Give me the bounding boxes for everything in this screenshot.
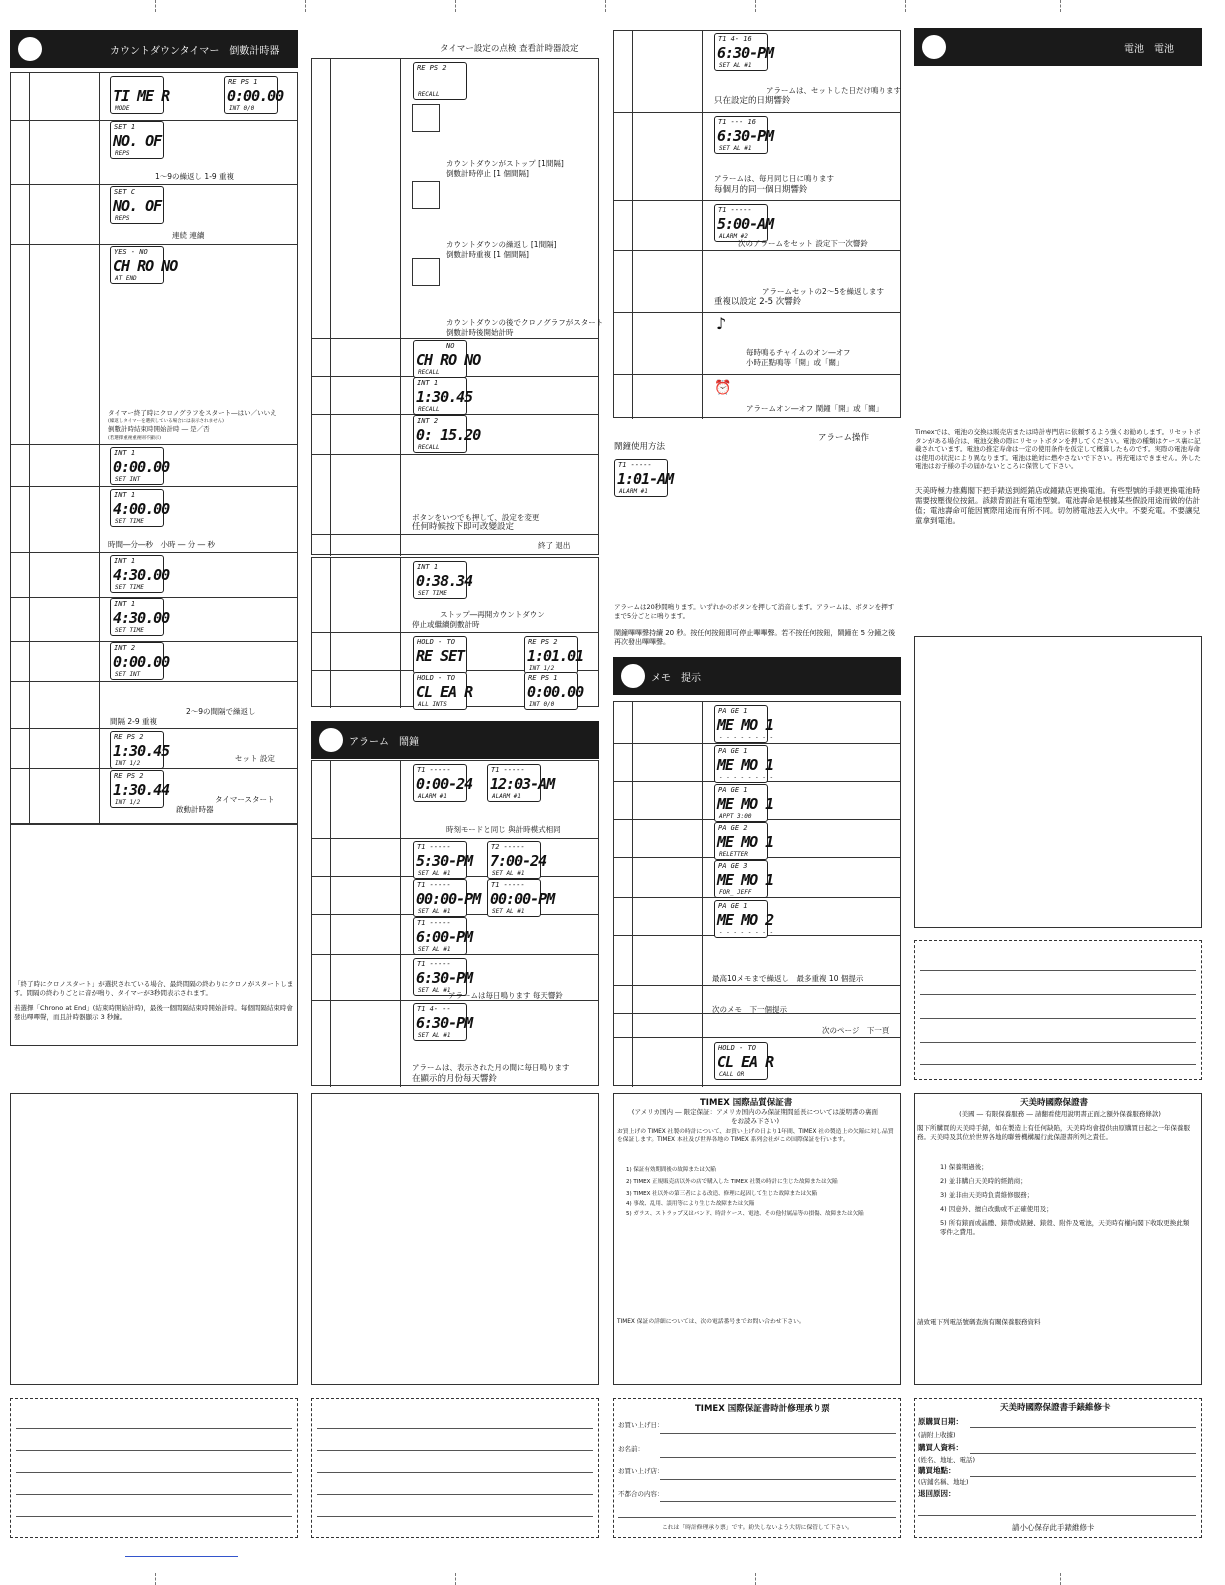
battery-header (914, 28, 1202, 66)
lcd-display: T1 ----- 1:01-AM ALARM #1 (614, 459, 668, 497)
divider (125, 1556, 238, 1557)
lcd-display: PA GE 1 ME MO 2 - - - - - - - - (714, 900, 768, 938)
memo-title: メモ 提示 (651, 673, 701, 684)
lcd-display: RE PS 1 0:00.00 INT 0/0 (524, 672, 578, 710)
countdown-title: カウントダウンタイマー 倒數計時器 (110, 46, 280, 57)
lcd-display: INT 1 4:30.00 SET TIME (110, 555, 164, 593)
lcd-display: PA GE 2 ME MO 1 RELETTER (714, 822, 768, 860)
alarm-ring-jp: アラームは20秒間鳴ります。いずれかのボタンを押して消音します。アラームは、ボタンを押すまで5分ごとに鳴ります。 (614, 603, 895, 620)
caption: アラームは、毎月同じ日に鳴ります (714, 174, 834, 183)
caption: 啟動計時器 (176, 805, 214, 814)
write-line (317, 1472, 593, 1473)
lcd-display: RE PS 2 1:30.44 INT 1/2 (110, 770, 164, 808)
warranty-cn-subtitle: (美國 ― 有限保養服務 ― 請翻看使用說明書正面之額外保養服務條款) (959, 1110, 1161, 1118)
fold-mark (455, 0, 457, 12)
warranty-cn-item: 4) 因意外、擅自改動或不正確使用及； (940, 1205, 1053, 1213)
battery-text-cn: 天美時極力推薦閣下把手錶送到經銷店或鐘錶店更換電池。有些型號的手錶更換電池時需要按壓復位按鈕。該錶背面註有電池型號。電池壽命是根據某些假設用途而做的估計值；電池壽命可能因實際用途而有所不同。切勿將電池丟入火中。不要充電。不要讓兒童拿到電池。 (915, 486, 1200, 525)
lcd-display: T1 ----- 5:00-AM ALARM #2 (714, 204, 768, 242)
caption: (繰返しタイマーを選択している場合には表示されません) (108, 419, 224, 424)
lcd-display: SET C NO. OF REPS (110, 186, 164, 224)
caption: 重複以設定 2-5 次響鈴 (714, 297, 802, 307)
write-line (920, 1018, 1196, 1019)
warranty-cn-body: 閣下所購買的天美時手錶，如在製造上有任何缺陷，天美時均會提供由原購買日起之一年保養服務。天美時及其位於世界各地的聯營機構履行此保證書所列之責任。 (917, 1124, 1190, 1141)
warranty-jp-item: 1) 保証有効期間後の故障または欠陥 (626, 1167, 716, 1173)
alarm-ring-cn: 鬧鐘嗶嗶聲持續 20 秒。按任何按鈕即可停止嗶嗶聲。若不按任何按鈕，鬧鐘在 5 分鐘之後再次發出嗶嗶聲。 (614, 629, 896, 646)
warranty-cn-item: 1) 保養期過後； (940, 1163, 988, 1171)
warranty-jp-title: TIMEX 国際品質保証書 (700, 1098, 793, 1108)
lcd-display: YES - NO CH RO NO AT END (110, 246, 164, 284)
form-field-label: (店鋪名稱、地址) (918, 1478, 969, 1486)
caption: アラームは、セットした日だけ鳴ります (766, 86, 901, 95)
form-field-label: (請附上收據) (918, 1431, 956, 1439)
alarm-usage-title: 鬧鐘使用方法 (614, 442, 666, 452)
write-line (920, 994, 1196, 995)
caption: 次のページ 下一頁 (822, 1026, 890, 1035)
lcd-display: RE PS 2 RECALL (413, 62, 467, 100)
lcd-display: T1 ----- 6:00-PM SET AL #1 (413, 917, 467, 955)
form-field-line[interactable] (970, 1453, 1196, 1454)
section-bullet (621, 664, 645, 688)
button-symbol (412, 104, 440, 132)
caption: アラームオン―オフ 鬧鐘「開」或「關」 (746, 404, 884, 413)
alarm-title: アラーム 鬧鐘 (349, 737, 419, 748)
caption: 倒數計時停止 [1 個間隔] (446, 169, 529, 178)
form-field-line[interactable] (970, 1427, 1196, 1428)
warranty-cn-item: 3) 並非由天美時負責維修服務； (940, 1191, 1034, 1199)
write-line (920, 1064, 1196, 1065)
form-field-label: 退回原因： (918, 1489, 956, 1498)
form-field-label: 購買人資料： (918, 1443, 963, 1452)
fold-mark (305, 0, 307, 12)
caption: 停止或繼續倒數計時 (412, 620, 480, 629)
form-field-label: お買い上げ店： (618, 1467, 664, 1475)
write-line (16, 1472, 292, 1473)
form-field-line[interactable] (660, 1457, 896, 1458)
fold-mark (155, 0, 157, 12)
caption: 間隔 2-9 重複 (110, 717, 158, 726)
repair-form-jp-title: TIMEX 国際保証書時計修理承り票 (695, 1404, 830, 1414)
lcd-display: PA GE 1 ME MO 1 - - - - - - - - (714, 745, 768, 783)
write-line (317, 1428, 593, 1429)
caption: カウントダウンの後でクロノグラフがスタート (446, 318, 604, 327)
countdown-note-jp: 「終了時にクロノスタート」が選択されている場合、最終間隔の終わりにクロノがスタートします。間隔の終わりごとに音が鳴り、タイマーが3秒間表示されます。 (14, 980, 294, 997)
form-field-label: 原購買日期： (918, 1417, 963, 1426)
lcd-display: PA GE 3 ME MO 1 FOR_ JEFF (714, 860, 768, 898)
warranty-jp-footer: TIMEX 保証の詳細については、次の電話番号までお問い合わせ下さい。 (617, 1319, 805, 1325)
lcd-display: PA GE 1 ME MO 1 - - - - - - - - (714, 705, 768, 743)
caption: 只在設定的日期響鈴 (714, 96, 791, 106)
caption: 連続 連續 (172, 231, 205, 240)
form-field-label: 不都合の内容： (618, 1490, 664, 1498)
write-line (16, 1516, 292, 1517)
countdown-note-cn: 若選擇「Chrono at End」(結束時開始計時)，最後一個間隔結束時開始計時。每個間隔結束時會發出嗶嗶聲，而且計時器顯示 3 秒鐘。 (14, 1004, 293, 1021)
warranty-cn-footer: 請致電下列電話號碼查詢有關保養服務資料 (917, 1318, 1041, 1326)
fold-mark (905, 0, 907, 12)
form-field-line[interactable] (660, 1501, 896, 1502)
caption: アラームセットの2～5を繰返します (762, 287, 885, 296)
fold-mark (1060, 1573, 1062, 1585)
lcd-display: INT 1 1:30.45 RECALL (413, 377, 467, 415)
lcd-display: RE PS 1 0:00.00 INT 0/0 (224, 76, 278, 114)
write-line (317, 1516, 593, 1517)
lcd-display: HOLD - TO CL EA R CALL OR (714, 1042, 768, 1080)
blank-form (311, 1398, 599, 1538)
caption: (若選擇重複重複則不顯示) (108, 436, 162, 441)
form-field-line[interactable] (660, 1479, 896, 1480)
caption: 在顯示的月份每天響鈴 (412, 1074, 498, 1084)
lcd-display: T2 ----- 7:00-24 SET AL #1 (487, 841, 541, 879)
alarm-header (311, 721, 599, 759)
section-bullet (18, 37, 42, 61)
caption: カウントダウンがストップ [1間隔] (446, 159, 564, 168)
lcd-display: T1 ----- 12:03-AM ALARM #1 (487, 764, 541, 802)
write-line (920, 1042, 1196, 1043)
lcd-display: INT 1 4:30.00 SET TIME (110, 598, 164, 636)
fold-mark (755, 0, 757, 12)
caption: 時刻モードと同じ 與計時模式相同 (446, 825, 561, 834)
warranty-cn-item: 5) 所有錶面或晶體、錶帶或錶鏈、錶殼、附件及電池，天美時有權向閣下收取更換此類零件之費用。 (940, 1219, 1190, 1236)
form-field-line[interactable] (918, 1515, 1196, 1516)
lcd-display: T1 ----- 6:30-PM SET AL #1 (413, 958, 467, 996)
section-bullet (319, 728, 343, 752)
warranty-jp-item: 2) TIMEX 正規販売店以外の店で購入した TIMEX 社製の時計に生じた故障または欠陥 (626, 1179, 838, 1185)
fold-mark (755, 1573, 757, 1585)
caption: 2～9の間隔で繰返し (186, 707, 256, 716)
lcd-display: T1 ----- 0:00-24 ALARM #1 (413, 764, 467, 802)
write-line (317, 1494, 593, 1495)
caption: タイマースタート (215, 795, 275, 804)
caption: 1～9の繰返し 1-9 重複 (155, 172, 235, 181)
caption: 時間―分―秒 小時 ― 分 ― 秒 (108, 540, 216, 549)
alarm-operation-title: アラーム操作 (818, 433, 870, 443)
lcd-display: NO CH RO NO RECALL (413, 340, 467, 378)
lcd-display: INT 2 0: 15.20 RECALL (413, 415, 467, 453)
caption: 次のメモ 下一個提示 (712, 1005, 787, 1014)
warranty-jp-subtitle: (アメリカ国内 ― 限定保証：アメリカ国内のみ保証期間延長については説明書の裏面をお読み下さい) (631, 1108, 879, 1125)
caption: 毎時鳴るチャイムのオン―オフ (746, 348, 851, 357)
repair-form-jp-footer: これは「時計修理承り票」です。紛失しないよう大切に保管して下さい。 (662, 1525, 853, 1531)
form-field-line[interactable] (618, 1517, 896, 1518)
lcd-display: RE PS 2 1:30.45 INT 1/2 (110, 731, 164, 769)
warranty-cn-title: 天美時國際保證書 (1020, 1098, 1089, 1108)
caption: アラームは毎日鳴ります 每天響鈴 (448, 991, 563, 1000)
caption: 任何時候按下即可改變設定 (412, 522, 515, 532)
section-bullet (922, 35, 946, 59)
button-symbol (412, 258, 440, 286)
battery-title: 電池 電池 (1124, 44, 1174, 55)
repair-form-cn-footer: 請小心保存此手錶維修卡 (1012, 1523, 1095, 1532)
caption: 次のアラームをセット 設定下一次響鈴 (738, 239, 868, 248)
caption: 終了 退出 (538, 541, 571, 550)
lcd-display: T1 ----- 00:00-PM SET AL #1 (413, 879, 467, 917)
lcd-display: INT 2 0:00.00 SET INT (110, 642, 164, 680)
warranty-jp-item: 4) 事故、乱用、誤用等により生じた故障または欠陥 (626, 1201, 755, 1207)
caption: ストップ―再開カウントダウン (440, 610, 545, 619)
blank-panel (10, 1093, 298, 1385)
caption: 每個月的同一個日期響鈴 (714, 185, 808, 195)
lcd-display: SET 1 NO. OF REPS (110, 121, 164, 159)
review-title: タイマー設定の点検 查看計時器設定 (440, 44, 579, 54)
warranty-jp-item: 5) ガラス、ストラップ又はバンド、時計ケース、電池、その他付属品等の損傷、故障または欠陥 (626, 1211, 864, 1217)
battery-text-jp: Timexでは、電池の交換は販売店または時計専門店に依頼するよう強くお勧めします。リセットボタンがある場合は、電池交換の際にリセットボタンを押してください。電池の種類はケース裏に記載されています。電池の推定寿命は一定の使用条件を仮定して概算したものです。実際の電池寿命は使用の状況により異なります。電池は絶対に燃やさないで下さい。再充電はできません。外した電池はお子様の手の届かないところに保管して下さい。 (915, 428, 1201, 471)
write-line (16, 1450, 292, 1451)
lcd-display: TI ME R MODE (110, 76, 164, 114)
lcd-display: T1 --- 16 6:30-PM SET AL #1 (714, 116, 768, 154)
write-line (317, 1450, 593, 1451)
warranty-jp-item: 3) TIMEX 社以外の第三者による改造、修理に起因して生じた故障または欠陥 (626, 1191, 818, 1197)
fold-mark (605, 0, 607, 12)
caption: 最高10メモまで繰返し 最多重複 10 個提示 (712, 974, 864, 983)
memo-header (613, 657, 901, 695)
write-line (16, 1494, 292, 1495)
review-steps-table (311, 58, 599, 555)
lcd-display: HOLD - TO RE SET (413, 636, 467, 674)
lcd-display: T1 4- 16 6:30-PM SET AL #1 (714, 33, 768, 71)
fold-mark (155, 1573, 157, 1585)
blank-panel (311, 1093, 599, 1385)
caption: 倒數計時重複 [1 個間隔] (446, 250, 529, 259)
form-field-label: お名前： (618, 1445, 644, 1453)
music-note-icon: ♪ (716, 314, 727, 333)
form-field-line[interactable] (660, 1433, 896, 1434)
lcd-display: T1 ----- 00:00-PM SET AL #1 (487, 879, 541, 917)
write-line (16, 1428, 292, 1429)
fold-mark (1060, 0, 1062, 12)
countdown-header (10, 30, 298, 68)
lcd-display: T1 4- -- 6:30-PM SET AL #1 (413, 1003, 467, 1041)
button-symbol (412, 181, 440, 209)
table-row (312, 59, 598, 339)
lcd-display: INT 1 0:38.34 SET TIME (413, 561, 467, 599)
notes-lines-box (914, 940, 1202, 1080)
form-field-label: お買い上げ日： (618, 1421, 664, 1429)
warranty-jp-body: お買上げの TIMEX 社製の時計について、お買い上げの日より1年間、TIMEX 社の製造上の欠陥に対し品質を保証します。TIMEX 本社及び世界各地の TIMEX 系列会社がこの国際保証を行います。 (617, 1129, 894, 1143)
form-field-line[interactable] (970, 1476, 1196, 1477)
lcd-display: INT 1 4:00.00 SET TIME (110, 489, 164, 527)
lcd-display: PA GE 1 ME MO 1 APPT 3:00 (714, 784, 768, 822)
caption: カウントダウンの繰返し [1間隔] (446, 240, 557, 249)
caption: 倒數計時後開始計時 (446, 328, 514, 337)
lcd-display: T1 ----- 5:30-PM SET AL #1 (413, 841, 467, 879)
caption: セット 設定 (235, 754, 275, 763)
lcd-display: HOLD - TO CL EA R ALL INTS (413, 672, 467, 710)
form-field-label: 購買地點： (918, 1466, 956, 1475)
blank-form (10, 1398, 298, 1538)
caption: ボタンをいつでも押して、設定を変更 (412, 513, 540, 522)
caption: 倒數計時結束時開始計時 ― 是／否 (108, 425, 210, 433)
caption: アラームは、表示された月の間に毎日鳴ります (412, 1063, 570, 1072)
write-line (920, 970, 1196, 971)
caption: タイマー終了時にクロノグラフをスタート―はい／いいえ (108, 409, 277, 417)
warranty-cn-item: 2) 並非購自天美時的經銷商； (940, 1177, 1027, 1185)
caption: 小時正點鳴等「開」或「關」 (746, 358, 844, 367)
fold-mark (455, 1573, 457, 1585)
blank-panel (914, 636, 1202, 928)
alarm-clock-icon: ⏰ (714, 380, 732, 396)
lcd-display: RE PS 2 1:01.01 INT 1/2 (524, 636, 578, 674)
repair-form-cn-title: 天美時國際保證書手錶維修卡 (1000, 1403, 1111, 1413)
form-field-label: (姓名、地址、電話) (918, 1456, 976, 1464)
lcd-display: INT 1 0:00.00 SET INT (110, 447, 164, 485)
